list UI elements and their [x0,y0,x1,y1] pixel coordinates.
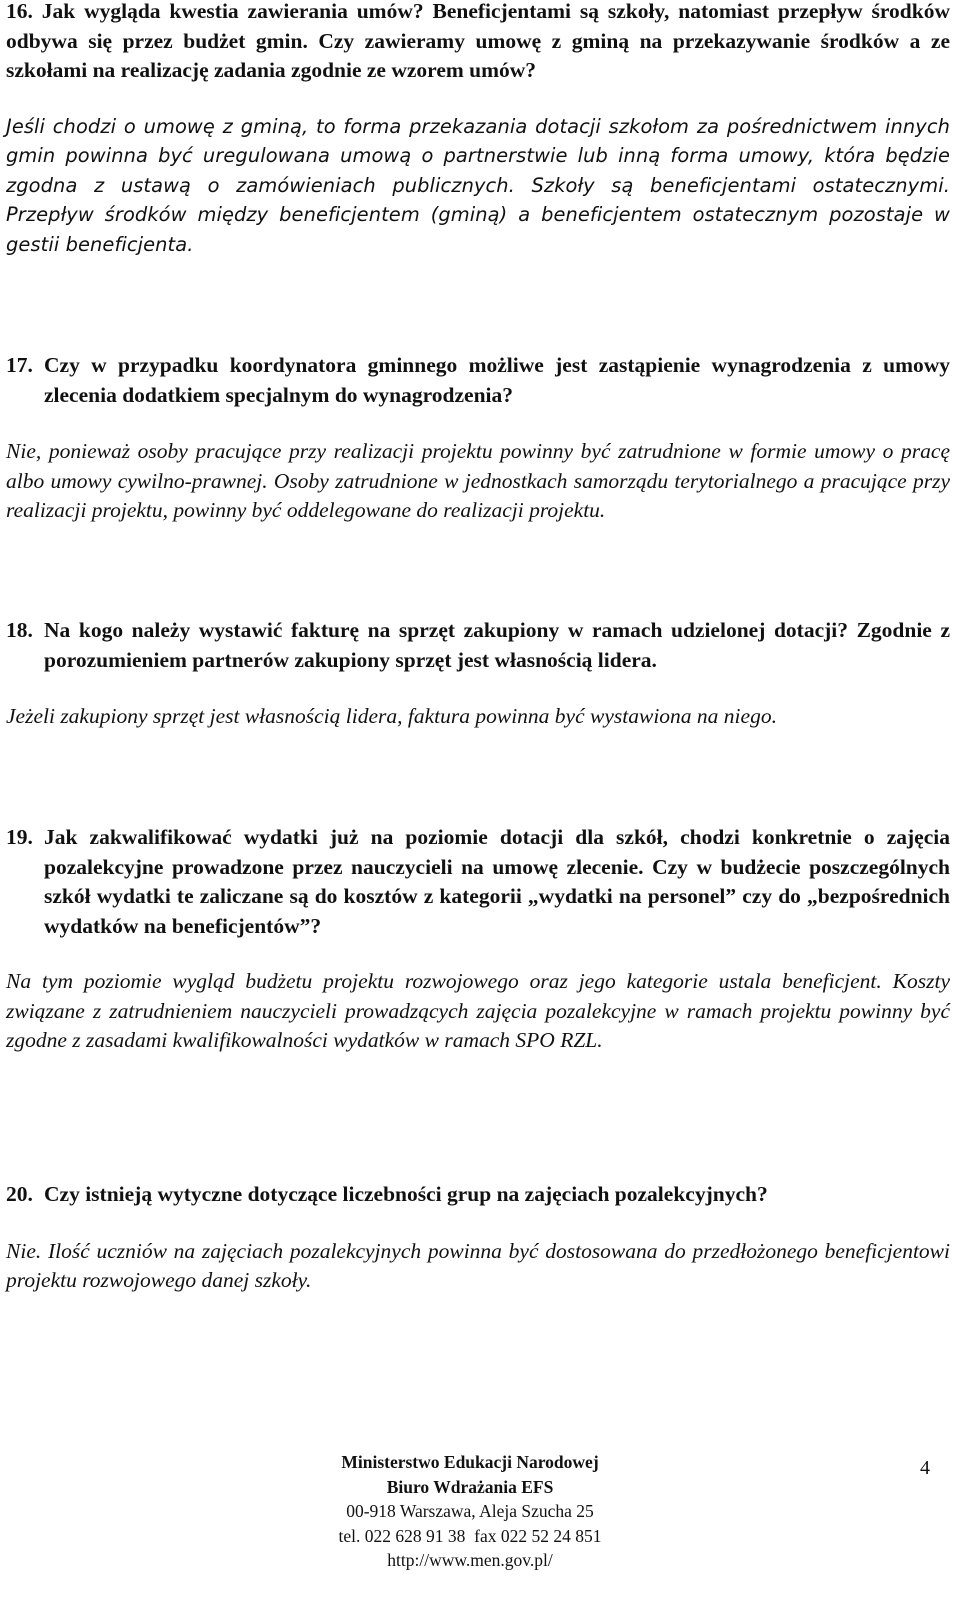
question-text [0,823,960,941]
question-text [0,0,960,86]
qa-item-16 [0,0,960,259]
footer-ministry: Ministerstwo Edukacji Narodowej [341,1452,599,1472]
question-body: Jak zakwalifikować wydatki już na poziomie dotacji dla szkół, chodzi konkretnie o zajęcia pozalekcyjne prowadzone przez nauczycieli na umowę zlecenie. Czy w budżecie poszczególnych szkół wydatki te zaliczane są do kosztów z kategorii „wydatki na personel” czy do „bezpośrednich wydatków na beneficjentów”? [44,825,950,938]
answer-text: Na tym poziomie wygląd budżetu projektu rozwojowego oraz jego kategorie ustala beneficjent. Koszty związane z zatrudnieniem nauczycieli prowadzących zajęcia pozalekcyjne w ramach projektu powinny być zgodne z zasadami kwalifikowalności wydatków w ramach SPO RZL. [6,969,950,1052]
question-number: 16. [6,0,33,23]
footer-phone: tel. 022 628 91 38 fax 022 52 24 851 [338,1525,602,1546]
question-body: Czy w przypadku koordynatora gminnego możliwe jest zastąpienie wynagrodzenia z umowy zlecenia dodatkiem specjalnym do wynagrodzenia? [44,353,950,407]
answer-text: Jeżeli zakupiony sprzęt jest własnością lidera, faktura powinna być wystawiona na niego. [6,704,777,728]
question-body: Czy istnieją wytyczne dotyczące liczebności grup na zajęciach pozalekcyjnych? [44,1182,768,1206]
question-text [0,351,960,410]
qa-item-17 [0,351,960,526]
footer-office: Biuro Wdrażania EFS [386,1476,554,1497]
qa-item-19 [0,823,960,1056]
question-body: Jak wygląda kwestia zawierania umów? Beneficjentami są szkoły, natomiast przepływ środków odbywa się przez budżet gmin. Czy zawieramy umowę z gminą na przekazywanie środków a ze szkołami na realizację zadania zgodnie ze wzorem umów? [6,0,950,82]
page-number: 4 [920,1457,930,1479]
qa-item-20 [0,1180,960,1296]
question-text [0,1180,960,1210]
question-number: 19. [6,825,33,849]
answer-text: Nie, ponieważ osoby pracujące przy realizacji projektu powinny być zatrudnione w formie umowy o pracę albo umowy cywilno-prawnej. Osoby zatrudnione w jednostkach samorządu terytorialnego a pracujące przy realizacji projektu, powinny być oddelegowane do realizacji projektu. [6,439,950,522]
answer-text: Nie. Ilość uczniów na zajęciach pozalekcyjnych powinna być dostosowana do przedłożonego beneficjentowi projektu rozwojowego danej szkoły. [6,1238,950,1292]
question-number: 17. [6,353,33,377]
page-footer [260,1450,680,1573]
question-number: 18. [6,618,33,642]
footer-url: http://www.men.gov.pl/ [387,1550,553,1570]
footer-address: 00-918 Warszawa, Aleja Szucha 25 [346,1501,594,1521]
question-text [0,616,960,675]
qa-item-18 [0,616,960,732]
question-body: Na kogo należy wystawić fakturę na sprzęt zakupiony w ramach udzielonej dotacji? Zgodnie z porozumieniem partnerów zakupiony sprzęt jest własnością lidera. [44,618,950,672]
answer-text: Jeśli chodzi o umowę z gminą, to forma przekazania dotacji szkołom za pośrednictwem innych gmin powinna być uregulowana umową o partnerstwie lub inną forma umowy, która będzie zgodna z ustawą o zamówieniach publicznych. Szkoły są beneficjentami ostatecznymi. Przepływ środków między beneficjentem (gminą) a beneficjentem ostatecznym pozostaje w gestii beneficjenta. [6,114,950,256]
question-number: 20. [6,1182,33,1206]
